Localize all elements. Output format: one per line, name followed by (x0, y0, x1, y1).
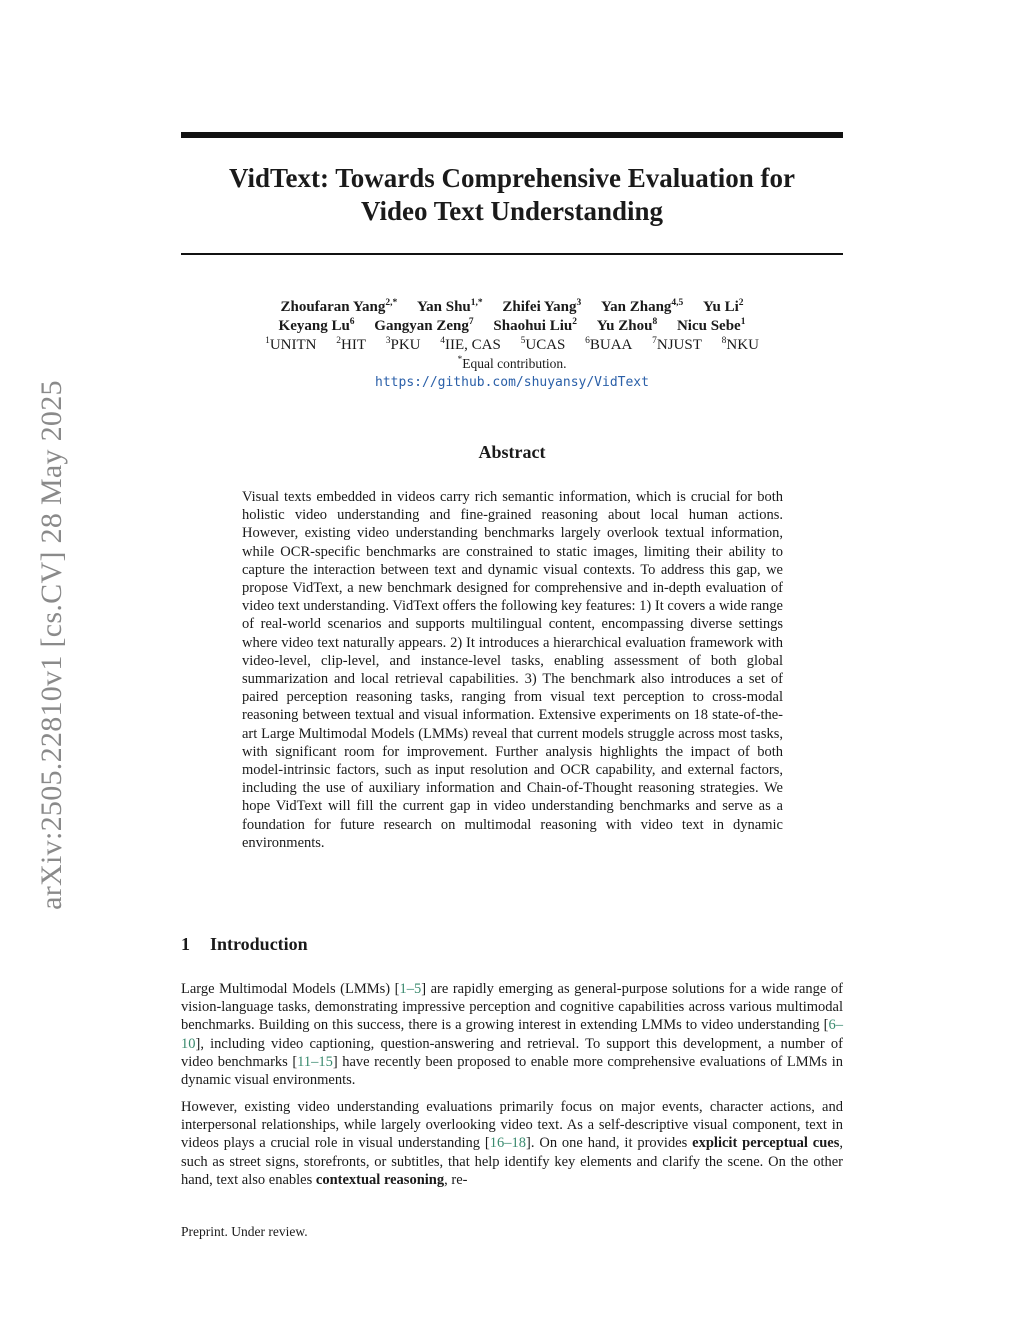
title-bottom-rule (181, 253, 843, 255)
affiliation: $^3$PKU (385, 336, 421, 353)
section-title: Introduction (210, 934, 308, 954)
title-line-1: VidText: Towards Comprehensive Evaluation for (228, 163, 796, 193)
section-heading-introduction (181, 934, 308, 955)
equal-contribution-note: *Equal contribution. (457, 355, 567, 371)
section-number: 1 (181, 934, 190, 954)
title-line-2: Video Text Understanding (360, 196, 664, 226)
abstract-body: Visual texts embedded in videos carry rich semantic information, which is crucial for both holistic video understanding and fine-grained reasoning about local human actions. However, existing video understanding benchmarks largely overlook textual information, while OCR-specific benchmarks are constrained to static images, limiting their ability to capture the interaction between text and dynamic visual contexts. To address this gap, we propose VidText, a new benchmark designed for comprehensive and in-depth evaluation of video text understanding. VidText offers the following key features: 1) It covers a wide range of real-world scenarios and supports multilingual content, encompassing diverse settings where video text naturally appears. 2) It introduces a hierarchical evaluation framework with video-level, clip-level, and instance-level tasks, enabling assessment of both global summarization and local retrieval capabilities. 3) The benchmark also introduces a set of paired perception reasoning tasks, ranging from visual text perception to cross-modal reasoning between textual and visual information. Extensive experiments on 18 state-of-the-art Large Multimodal Models (LMMs) reveal that current models struggle across most tasks, with significant room for improvement. Further analysis highlights the impact of both model-intrinsic factors, such as input resolution and OCR capability, and external factors, including the use of auxiliary information and Chain-of-Thought reasoning strategies. We hope VidText will fill the current gap in video understanding benchmarks and serve as a foundation for future research on multimodal reasoning with video text in dynamic environments. (242, 489, 783, 851)
author: Yu Li$^2$ (703, 298, 744, 315)
affiliation: $^7$NJUST (652, 336, 702, 353)
author: Zhoufaran Yang$^{2,*}$ (280, 298, 398, 315)
arxiv-identifier: arXiv:2505.22810v1 [cs.CV] 28 May 2025 (35, 380, 68, 910)
citation-link[interactable]: 11–15 (297, 1053, 333, 1070)
author-row-1 (181, 298, 843, 317)
emphasis-text: contextual reasoning (315, 1171, 445, 1188)
author: Shaohui Liu$^2$ (493, 317, 577, 334)
intro-paragraph-2: However, existing video understanding evaluations primarily focus on major events, character actions, and interpersonal relationships, while largely overlooking video text. As a self-descriptive visual component, text in videos plays a crucial role in visual understanding [16–18]. On one hand, it provides explicit perceptual cues, such as street signs, storefronts, or subtitles, that help identify key elements and clarify the scene. On the other hand, text also enables contextual reasoning, re- (181, 1099, 844, 1188)
author: Yu Zhou$^8$ (596, 317, 658, 334)
emphasis-text: explicit perceptual cues (692, 1135, 840, 1152)
affiliation: $^1$UNITN (265, 336, 317, 353)
author: Nicu Sebe$^1$ (676, 317, 746, 334)
affiliation: $^5$UCAS (520, 336, 566, 353)
footer-note: Preprint. Under review. (181, 1224, 308, 1239)
citation-link[interactable]: 6–10 (181, 1017, 843, 1052)
affiliation: $^4$IIE, CAS (440, 336, 501, 353)
author-row-2 (181, 317, 843, 336)
citation-link[interactable]: 1–5 (399, 981, 422, 997)
abstract-heading: Abstract (478, 442, 546, 462)
affiliation-row (181, 336, 843, 355)
affiliation: $^2$HIT (336, 336, 366, 353)
affiliation: $^6$BUAA (585, 336, 633, 353)
repository-link[interactable]: https://github.com/shuyansy/VidText (375, 375, 649, 390)
author-block (181, 298, 843, 393)
author: Keyang Lu$^6$ (278, 317, 355, 334)
affiliation: $^8$NKU (721, 336, 759, 353)
author: Yan Shu$^{1,*}$ (416, 298, 483, 315)
citation-link[interactable]: 16–18 (489, 1135, 527, 1152)
author: Zhifei Yang$^3$ (502, 298, 582, 315)
paper-title (181, 162, 843, 228)
intro-paragraph-1: Large Multimodal Models (LMMs) [1–5] are rapidly emerging as general-purpose solutions for a wide range of vision-language tasks, demonstrating impressive perception and cognitive capabilities across various multimodal benchmarks. Building on this success, there is a growing interest in extending LMMs to video understanding [6–10], including video captioning, question-answering and retrieval. To support this development, a number of video benchmarks [11–15] have recently been proposed to enable more comprehensive evaluations of LMMs in dynamic visual environments. (181, 981, 843, 1089)
author: Gangyan Zeng$^7$ (374, 317, 474, 334)
author: Yan Zhang$^{4,5}$ (600, 298, 684, 315)
title-top-rule (181, 132, 843, 138)
